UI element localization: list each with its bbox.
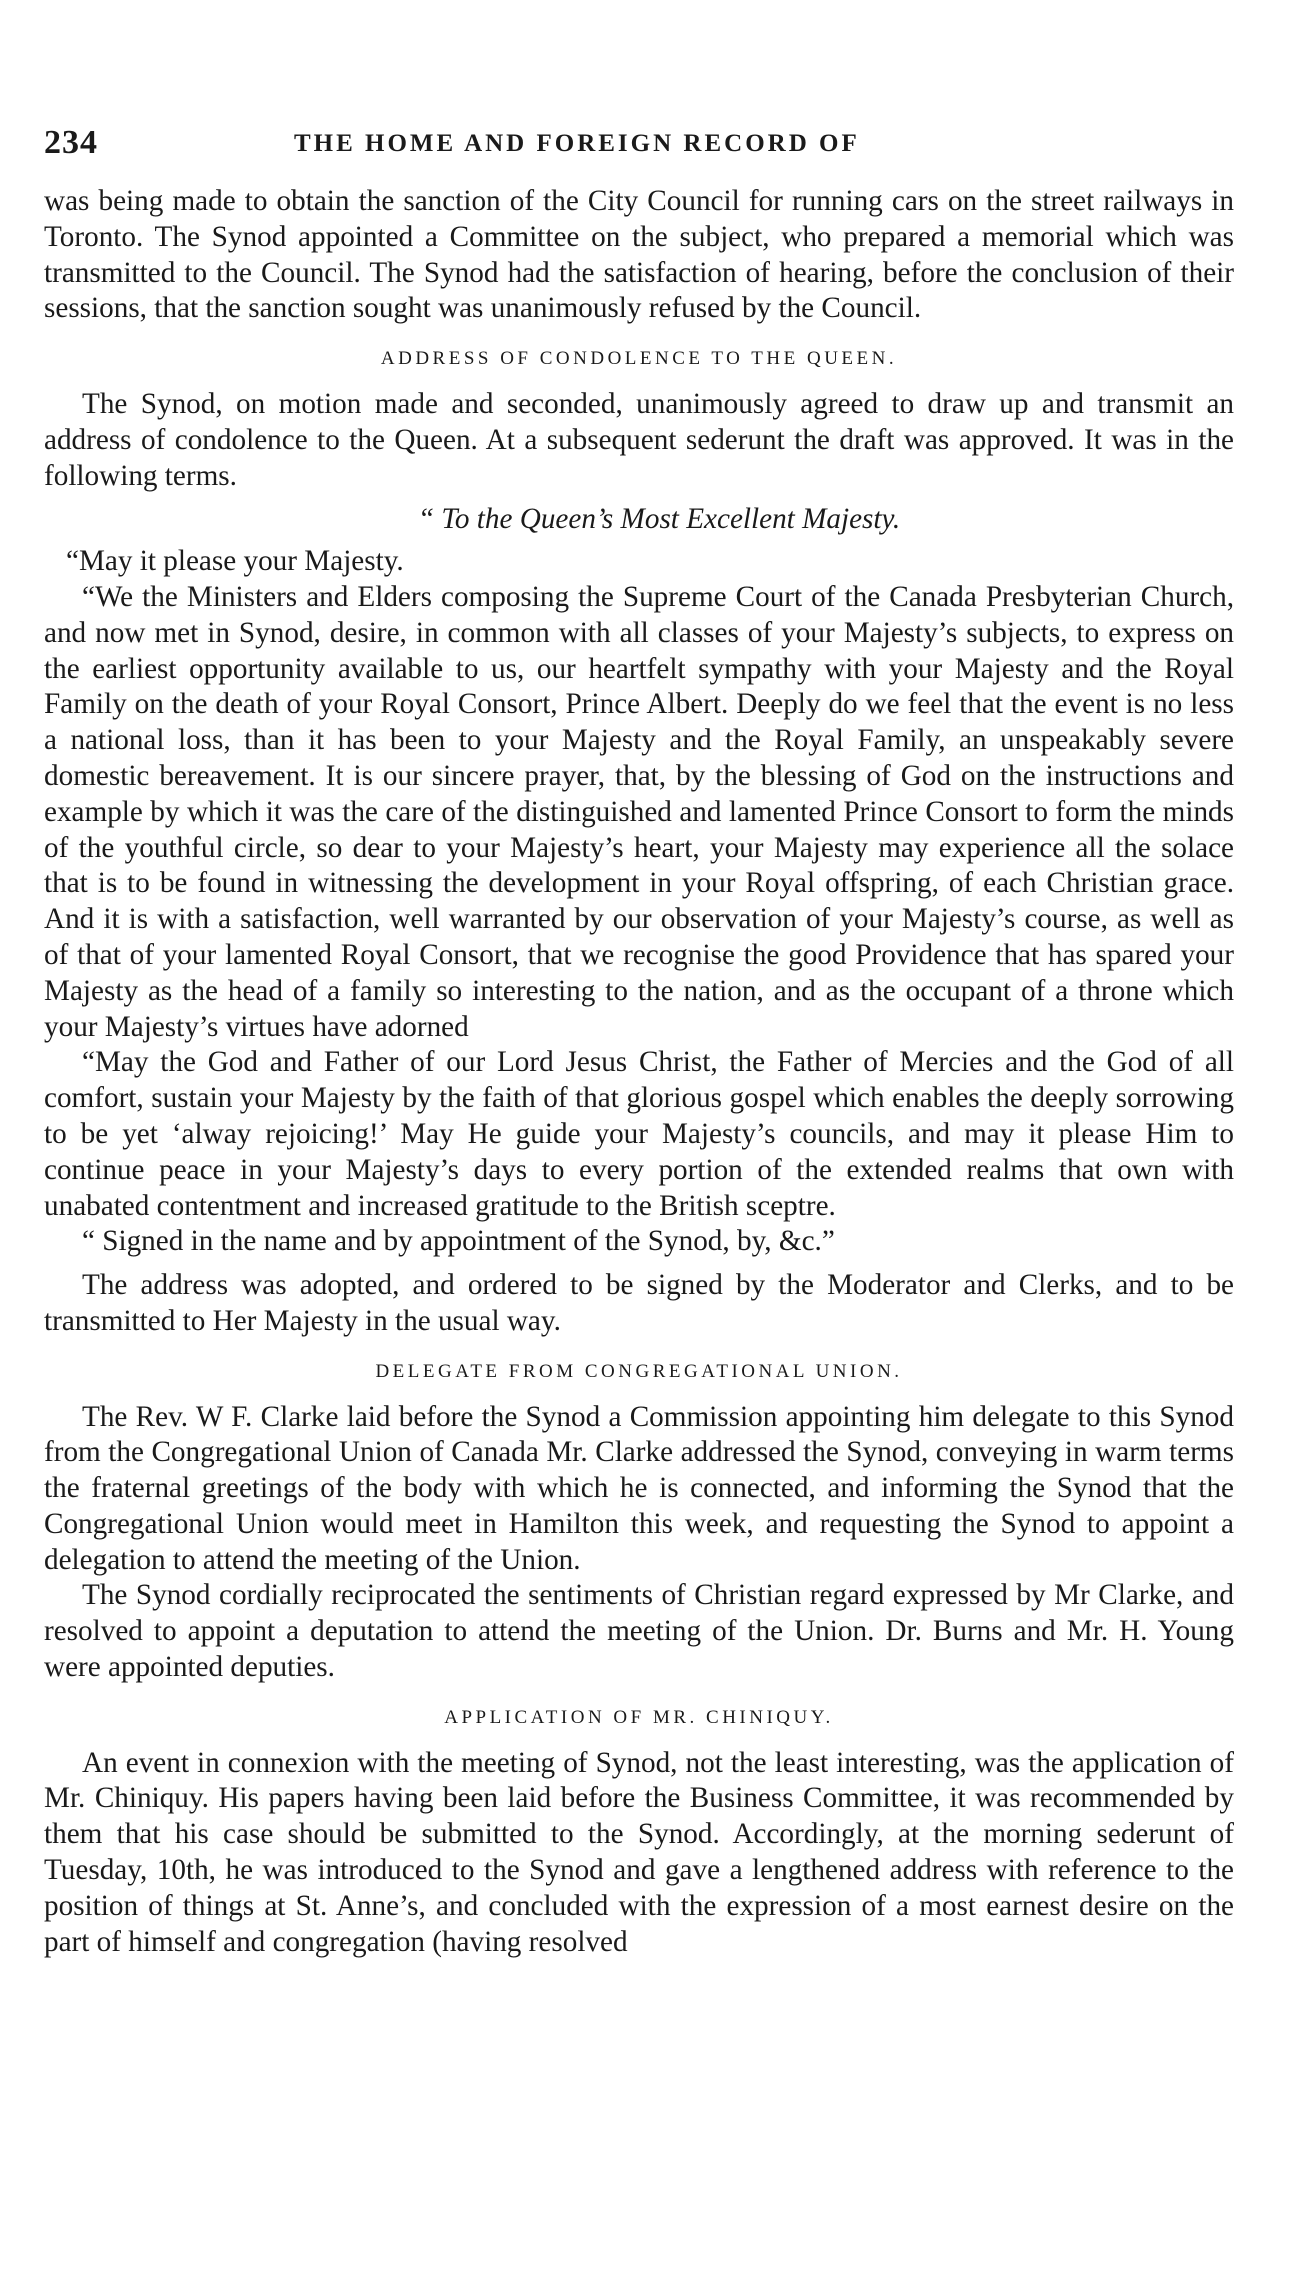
address-salutation: “ To the Queen’s Most Excellent Majesty. [417, 503, 901, 536]
page-header [44, 124, 1234, 164]
section-heading-chiniquy: APPLICATION OF MR. CHINIQUY. [444, 1706, 834, 1728]
spacer [44, 1260, 1234, 1268]
section-heading-condolence: ADDRESS OF CONDOLENCE TO THE QUEEN. [380, 348, 898, 370]
paragraph-address-signed: “ Signed in the name and by appointment of the Synod, by, &c.” [82, 1225, 835, 1258]
page-body [44, 184, 1234, 1960]
section-heading-delegate: DELEGATE FROM CONGREGATIONAL UNION. [375, 1360, 903, 1382]
paragraph-deputation: The Synod cordially reciprocated the sentiments of Christian regard expressed by Mr Clarke, and resolved to appoint a deputation to attend the meeting of the Union. Dr. Burns and Mr. H. Young were appointed deputies. [44, 1579, 1234, 1684]
paragraph-address-body: “We the Ministers and Elders composing the Supreme Court of the Canada Presbyterian Church, and now met in Synod, desire, in common with all classes of your Majesty’s subjects, to express on the earliest opportunity available to us, our heartfelt sympathy with your Majesty and the Royal Family on the death of your Royal Consort, Prince Albert. Deeply do we feel that the event is no less a national loss, than it has been to your Majesty and the Royal Family, an unspeakably severe domestic bereavement. It is our sincere prayer, that, by the blessing of God on the instructions and example by which it was the care of the distinguished and lamented Prince Consort to form the minds of the youthful circle, so dear to your Majesty’s heart, your Majesty may experience all the solace that is to be found in witnessing the development in your Royal offspring, of each Christian grace. And it is with a satisfaction, well warranted by our observation of your Majesty’s course, as well as of that of your lamented Royal Consort, that we recognise the good Providence that has spared your Majesty as the head of a family so interesting to the nation, and as the occupant of a throne which your Majesty’s virtues have adorned [44, 580, 1234, 1043]
paragraph-address-adopted: The address was adopted, and ordered to be signed by the Moderator and Clerks, and to be transmitted to Her Majesty in the usual way. [44, 1269, 1234, 1337]
paragraph-chiniquy-application: An event in connexion with the meeting of Synod, not the least interesting, was the application of Mr. Chiniquy. His papers having been laid before the Business Committee, it was recommended by them that his case should be submitted to the Synod. Accordingly, at the morning sederunt of Tuesday, 10th, he was introduced to the Synod and gave a lengthened address with reference to the position of things at St. Anne’s, and concluded with the expression of a most earnest desire on the part of himself and congregation (having resolved [44, 1746, 1234, 1958]
paragraph-address-prayer: “May the God and Father of our Lord Jesus Christ, the Father of Mercies and the God of all comfort, sustain your Majesty by the faith of that glorious gospel which enables the deeply sorrowing to be yet ‘alway rejoicing!’ May He guide your Majesty’s councils, and may it please Him to continue peace in your Majesty’s days to every portion of the extended realms that own with unabated contentment and increased gratitude to the British sceptre. [44, 1046, 1234, 1222]
paragraph-street-railways: was being made to obtain the sanction of the City Council for running cars on the street railways in Toronto. The Synod appointed a Committee on the subject, who prepared a memorial which was transmitted to the Council. The Synod had the satisfaction of hearing, before the conclusion of their sessions, that the sanction sought was unanimously refused by the Council. [44, 185, 1234, 325]
running-head: THE HOME AND FOREIGN RECORD OF [294, 130, 860, 157]
paragraph-clarke-commission: The Rev. W F. Clarke laid before the Synod a Commission appointing him delegate to this Synod from the Congregational Union of Canada Mr. Clarke addressed the Synod, conveying in warm terms the fraternal greetings of the body with which he is connected, and informing the Synod that the Congregational Union would meet in Hamilton this week, and requesting the Synod to appoint a delegation to attend the meeting of the Union. [44, 1400, 1234, 1576]
page-number: 234 [44, 124, 98, 161]
paragraph-may-it-please: “May it please your Majesty. [66, 545, 404, 578]
paragraph-address-motion: The Synod, on motion made and seconded, unanimously agreed to draw up and transmit an address of condolence to the Queen. At a subsequent sederunt the draft was approved. It was in the following terms. [44, 387, 1234, 492]
